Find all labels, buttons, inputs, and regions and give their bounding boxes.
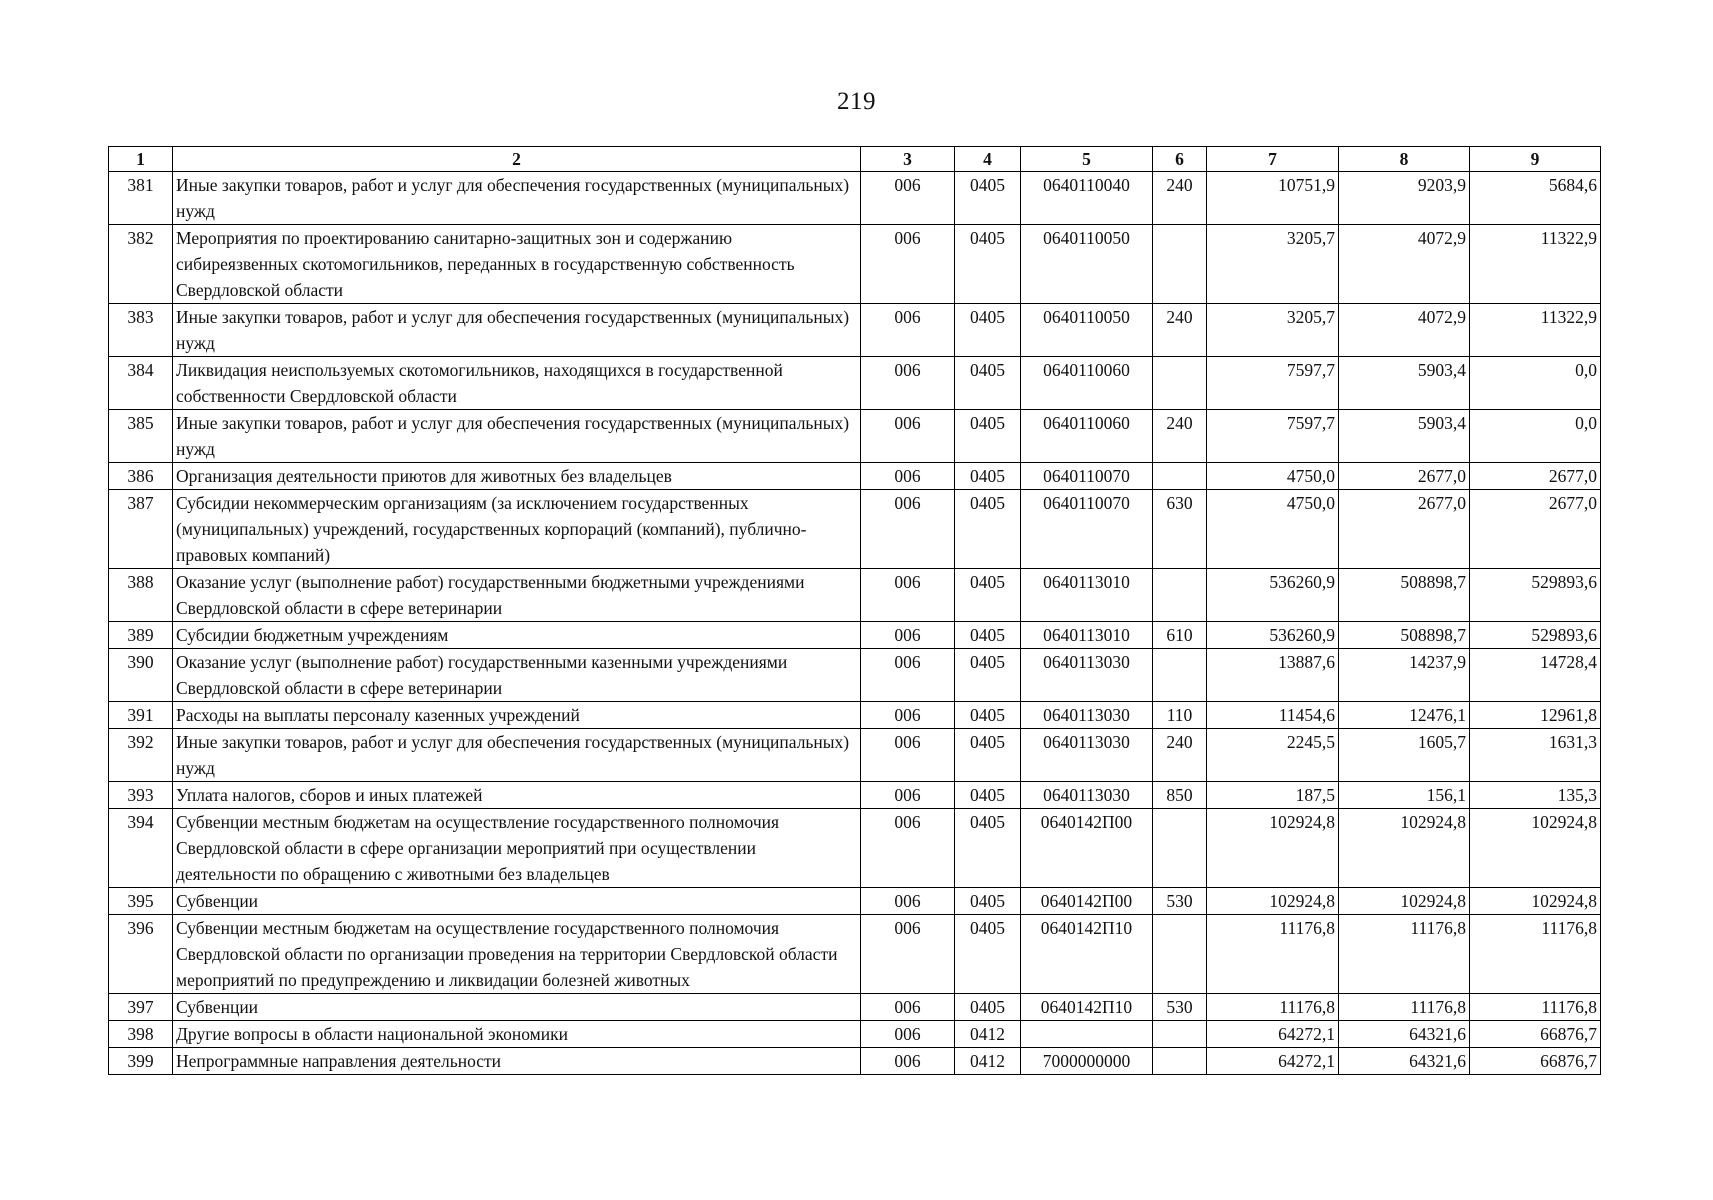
amount-col-9: 5684,6 xyxy=(1470,172,1601,225)
row-number: 389 xyxy=(109,622,173,649)
col-header-9: 9 xyxy=(1470,147,1601,172)
target-article-code: 7000000000 xyxy=(1021,1048,1153,1075)
amount-col-8: 64321,6 xyxy=(1339,1048,1470,1075)
expense-type-code: 240 xyxy=(1153,172,1207,225)
amount-col-9: 66876,7 xyxy=(1470,1048,1601,1075)
table-row xyxy=(109,809,1601,888)
amount-col-7: 536260,9 xyxy=(1207,622,1339,649)
col-header-3: 3 xyxy=(861,147,955,172)
amount-col-9: 135,3 xyxy=(1470,782,1601,809)
ministry-code: 006 xyxy=(861,809,955,888)
table-row xyxy=(109,729,1601,782)
header-row xyxy=(109,147,1601,172)
amount-col-7: 10751,9 xyxy=(1207,172,1339,225)
amount-col-9: 11322,9 xyxy=(1470,304,1601,357)
expense-type-code xyxy=(1153,569,1207,622)
budget-table xyxy=(108,146,1601,1075)
section-code: 0405 xyxy=(955,809,1021,888)
row-number: 397 xyxy=(109,994,173,1021)
amount-col-8: 12476,1 xyxy=(1339,702,1470,729)
amount-col-8: 4072,9 xyxy=(1339,225,1470,304)
expense-type-code xyxy=(1153,225,1207,304)
section-code: 0405 xyxy=(955,304,1021,357)
row-name: Расходы на выплаты персоналу казенных учреждений xyxy=(173,702,861,729)
row-name: Другие вопросы в области национальной экономики xyxy=(173,1021,861,1048)
expense-type-code xyxy=(1153,1048,1207,1075)
ministry-code: 006 xyxy=(861,649,955,702)
row-name: Субсидии некоммерческим организациям (за исключением государственных (муниципальных) учреждений, государственных корпораций (компаний), публично-правовых компаний) xyxy=(173,490,861,569)
table-header xyxy=(109,147,1601,172)
amount-col-9: 102924,8 xyxy=(1470,888,1601,915)
ministry-code: 006 xyxy=(861,490,955,569)
row-number: 398 xyxy=(109,1021,173,1048)
section-code: 0405 xyxy=(955,357,1021,410)
table-row xyxy=(109,490,1601,569)
amount-col-8: 5903,4 xyxy=(1339,410,1470,463)
page-number: 219 xyxy=(837,88,876,115)
table-row xyxy=(109,463,1601,490)
target-article-code: 0640113030 xyxy=(1021,729,1153,782)
expense-type-code: 850 xyxy=(1153,782,1207,809)
target-article-code xyxy=(1021,1021,1153,1048)
ministry-code: 006 xyxy=(861,225,955,304)
amount-col-7: 64272,1 xyxy=(1207,1021,1339,1048)
table-row xyxy=(109,304,1601,357)
table-row xyxy=(109,569,1601,622)
section-code: 0412 xyxy=(955,1021,1021,1048)
row-name: Уплата налогов, сборов и иных платежей xyxy=(173,782,861,809)
expense-type-code: 610 xyxy=(1153,622,1207,649)
amount-col-7: 102924,8 xyxy=(1207,888,1339,915)
section-code: 0405 xyxy=(955,649,1021,702)
section-code: 0405 xyxy=(955,225,1021,304)
amount-col-8: 11176,8 xyxy=(1339,915,1470,994)
ministry-code: 006 xyxy=(861,729,955,782)
amount-col-7: 4750,0 xyxy=(1207,463,1339,490)
table-row xyxy=(109,357,1601,410)
amount-col-9: 0,0 xyxy=(1470,410,1601,463)
row-name: Иные закупки товаров, работ и услуг для обеспечения государственных (муниципальных) нужд xyxy=(173,304,861,357)
section-code: 0412 xyxy=(955,1048,1021,1075)
amount-col-7: 7597,7 xyxy=(1207,357,1339,410)
ministry-code: 006 xyxy=(861,888,955,915)
col-header-4: 4 xyxy=(955,147,1021,172)
row-number: 393 xyxy=(109,782,173,809)
table-row xyxy=(109,225,1601,304)
amount-col-9: 2677,0 xyxy=(1470,490,1601,569)
row-name: Субвенции xyxy=(173,994,861,1021)
section-code: 0405 xyxy=(955,915,1021,994)
amount-col-8: 64321,6 xyxy=(1339,1021,1470,1048)
amount-col-7: 3205,7 xyxy=(1207,304,1339,357)
expense-type-code xyxy=(1153,809,1207,888)
expense-type-code xyxy=(1153,463,1207,490)
ministry-code: 006 xyxy=(861,172,955,225)
amount-col-8: 1605,7 xyxy=(1339,729,1470,782)
row-number: 386 xyxy=(109,463,173,490)
amount-col-8: 156,1 xyxy=(1339,782,1470,809)
row-name: Организация деятельности приютов для животных без владельцев xyxy=(173,463,861,490)
row-name: Оказание услуг (выполнение работ) государственными бюджетными учреждениями Свердловской области в сфере ветеринарии xyxy=(173,569,861,622)
row-number: 381 xyxy=(109,172,173,225)
amount-col-8: 102924,8 xyxy=(1339,888,1470,915)
ministry-code: 006 xyxy=(861,915,955,994)
amount-col-7: 3205,7 xyxy=(1207,225,1339,304)
section-code: 0405 xyxy=(955,729,1021,782)
col-header-5: 5 xyxy=(1021,147,1153,172)
amount-col-8: 508898,7 xyxy=(1339,569,1470,622)
target-article-code: 0640142П10 xyxy=(1021,915,1153,994)
table-row xyxy=(109,622,1601,649)
amount-col-8: 14237,9 xyxy=(1339,649,1470,702)
amount-col-7: 102924,8 xyxy=(1207,809,1339,888)
ministry-code: 006 xyxy=(861,702,955,729)
amount-col-8: 102924,8 xyxy=(1339,809,1470,888)
table-row xyxy=(109,649,1601,702)
col-header-2: 2 xyxy=(173,147,861,172)
row-name: Ликвидация неиспользуемых скотомогильников, находящихся в государственной собственности Свердловской области xyxy=(173,357,861,410)
amount-col-9: 11322,9 xyxy=(1470,225,1601,304)
target-article-code: 0640110060 xyxy=(1021,410,1153,463)
row-name: Иные закупки товаров, работ и услуг для обеспечения государственных (муниципальных) нужд xyxy=(173,172,861,225)
table-row xyxy=(109,915,1601,994)
col-header-6: 6 xyxy=(1153,147,1207,172)
row-number: 391 xyxy=(109,702,173,729)
expense-type-code: 110 xyxy=(1153,702,1207,729)
ministry-code: 006 xyxy=(861,782,955,809)
amount-col-8: 2677,0 xyxy=(1339,463,1470,490)
target-article-code: 0640113010 xyxy=(1021,622,1153,649)
ministry-code: 006 xyxy=(861,357,955,410)
amount-col-7: 11454,6 xyxy=(1207,702,1339,729)
amount-col-7: 187,5 xyxy=(1207,782,1339,809)
table-row xyxy=(109,1021,1601,1048)
table-row xyxy=(109,782,1601,809)
row-name: Иные закупки товаров, работ и услуг для обеспечения государственных (муниципальных) нужд xyxy=(173,410,861,463)
expense-type-code xyxy=(1153,649,1207,702)
row-number: 384 xyxy=(109,357,173,410)
table-row xyxy=(109,994,1601,1021)
row-name: Мероприятия по проектированию санитарно-защитных зон и содержанию сибиреязвенных скотомогильников, переданных в государственную собственность Свердловской области xyxy=(173,225,861,304)
row-number: 382 xyxy=(109,225,173,304)
amount-col-8: 9203,9 xyxy=(1339,172,1470,225)
section-code: 0405 xyxy=(955,994,1021,1021)
row-name: Субсидии бюджетным учреждениям xyxy=(173,622,861,649)
ministry-code: 006 xyxy=(861,1021,955,1048)
table-body xyxy=(109,172,1601,1075)
section-code: 0405 xyxy=(955,622,1021,649)
amount-col-9: 2677,0 xyxy=(1470,463,1601,490)
amount-col-9: 529893,6 xyxy=(1470,569,1601,622)
target-article-code: 0640142П00 xyxy=(1021,888,1153,915)
section-code: 0405 xyxy=(955,410,1021,463)
amount-col-9: 0,0 xyxy=(1470,357,1601,410)
target-article-code: 0640113030 xyxy=(1021,782,1153,809)
row-number: 387 xyxy=(109,490,173,569)
amount-col-8: 5903,4 xyxy=(1339,357,1470,410)
expense-type-code: 630 xyxy=(1153,490,1207,569)
col-header-7: 7 xyxy=(1207,147,1339,172)
amount-col-8: 4072,9 xyxy=(1339,304,1470,357)
col-header-8: 8 xyxy=(1339,147,1470,172)
section-code: 0405 xyxy=(955,569,1021,622)
target-article-code: 0640110040 xyxy=(1021,172,1153,225)
row-number: 399 xyxy=(109,1048,173,1075)
expense-type-code xyxy=(1153,915,1207,994)
target-article-code: 0640113030 xyxy=(1021,649,1153,702)
section-code: 0405 xyxy=(955,782,1021,809)
row-number: 385 xyxy=(109,410,173,463)
amount-col-7: 536260,9 xyxy=(1207,569,1339,622)
row-name: Субвенции xyxy=(173,888,861,915)
row-number: 388 xyxy=(109,569,173,622)
ministry-code: 006 xyxy=(861,622,955,649)
amount-col-9: 66876,7 xyxy=(1470,1021,1601,1048)
table-row xyxy=(109,410,1601,463)
row-name: Непрограммные направления деятельности xyxy=(173,1048,861,1075)
row-name: Оказание услуг (выполнение работ) государственными казенными учреждениями Свердловской области в сфере ветеринарии xyxy=(173,649,861,702)
target-article-code: 0640110060 xyxy=(1021,357,1153,410)
amount-col-7: 4750,0 xyxy=(1207,490,1339,569)
table-row xyxy=(109,888,1601,915)
amount-col-7: 11176,8 xyxy=(1207,915,1339,994)
ministry-code: 006 xyxy=(861,994,955,1021)
expense-type-code: 530 xyxy=(1153,888,1207,915)
amount-col-9: 14728,4 xyxy=(1470,649,1601,702)
expense-type-code: 530 xyxy=(1153,994,1207,1021)
amount-col-9: 102924,8 xyxy=(1470,809,1601,888)
section-code: 0405 xyxy=(955,702,1021,729)
row-number: 390 xyxy=(109,649,173,702)
amount-col-8: 508898,7 xyxy=(1339,622,1470,649)
row-name: Субвенции местным бюджетам на осуществление государственного полномочия Свердловской области в сфере организации мероприятий при осуществлении деятельности по обращению с животными без владельцев xyxy=(173,809,861,888)
amount-col-7: 13887,6 xyxy=(1207,649,1339,702)
amount-col-9: 11176,8 xyxy=(1470,915,1601,994)
expense-type-code: 240 xyxy=(1153,729,1207,782)
section-code: 0405 xyxy=(955,490,1021,569)
target-article-code: 0640110070 xyxy=(1021,490,1153,569)
amount-col-9: 11176,8 xyxy=(1470,994,1601,1021)
amount-col-7: 11176,8 xyxy=(1207,994,1339,1021)
ministry-code: 006 xyxy=(861,463,955,490)
section-code: 0405 xyxy=(955,172,1021,225)
amount-col-8: 11176,8 xyxy=(1339,994,1470,1021)
ministry-code: 006 xyxy=(861,410,955,463)
section-code: 0405 xyxy=(955,463,1021,490)
amount-col-7: 7597,7 xyxy=(1207,410,1339,463)
row-number: 396 xyxy=(109,915,173,994)
ministry-code: 006 xyxy=(861,569,955,622)
target-article-code: 0640110050 xyxy=(1021,304,1153,357)
amount-col-9: 529893,6 xyxy=(1470,622,1601,649)
expense-type-code xyxy=(1153,1021,1207,1048)
col-header-1: 1 xyxy=(109,147,173,172)
table-row xyxy=(109,1048,1601,1075)
ministry-code: 006 xyxy=(861,1048,955,1075)
target-article-code: 0640110070 xyxy=(1021,463,1153,490)
amount-col-9: 1631,3 xyxy=(1470,729,1601,782)
target-article-code: 0640142П00 xyxy=(1021,809,1153,888)
ministry-code: 006 xyxy=(861,304,955,357)
table-row xyxy=(109,172,1601,225)
row-number: 392 xyxy=(109,729,173,782)
expense-type-code: 240 xyxy=(1153,304,1207,357)
amount-col-7: 2245,5 xyxy=(1207,729,1339,782)
row-number: 395 xyxy=(109,888,173,915)
row-number: 394 xyxy=(109,809,173,888)
row-name: Иные закупки товаров, работ и услуг для обеспечения государственных (муниципальных) нужд xyxy=(173,729,861,782)
section-code: 0405 xyxy=(955,888,1021,915)
table-row xyxy=(109,702,1601,729)
target-article-code: 0640113010 xyxy=(1021,569,1153,622)
amount-col-7: 64272,1 xyxy=(1207,1048,1339,1075)
amount-col-9: 12961,8 xyxy=(1470,702,1601,729)
target-article-code: 0640113030 xyxy=(1021,702,1153,729)
row-name: Субвенции местным бюджетам на осуществление государственного полномочия Свердловской области по организации проведения на территории Свердловской области мероприятий по предупреждению и ликвидации болезней животных xyxy=(173,915,861,994)
target-article-code: 0640142П10 xyxy=(1021,994,1153,1021)
expense-type-code: 240 xyxy=(1153,410,1207,463)
amount-col-8: 2677,0 xyxy=(1339,490,1470,569)
row-number: 383 xyxy=(109,304,173,357)
target-article-code: 0640110050 xyxy=(1021,225,1153,304)
expense-type-code xyxy=(1153,357,1207,410)
